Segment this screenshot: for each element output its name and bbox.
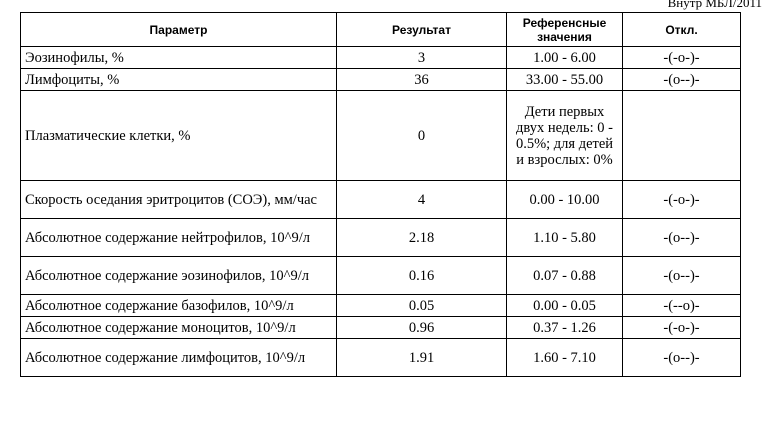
dev-cell: -(o--)- [623, 69, 741, 91]
param-cell: Эозинофилы, % [21, 47, 337, 69]
header-ref: Референсные значения [507, 13, 623, 47]
result-cell: 36 [337, 69, 507, 91]
header-param: Параметр [21, 13, 337, 47]
ref-cell: Дети первых двух недель: 0 - 0.5%; для детей и взрослых: 0% [507, 91, 623, 181]
dev-cell: -(--o)- [623, 295, 741, 317]
result-cell: 2.18 [337, 219, 507, 257]
table-row [21, 339, 741, 377]
header-dev: Откл. [623, 13, 741, 47]
table-row [21, 317, 741, 339]
table-row [21, 91, 741, 181]
corner-header-text: Внутр МБЛ/2011 [667, 0, 762, 10]
param-cell: Лимфоциты, % [21, 69, 337, 91]
result-cell: 0 [337, 91, 507, 181]
result-cell: 1.91 [337, 339, 507, 377]
header-result: Результат [337, 13, 507, 47]
result-cell: 0.05 [337, 295, 507, 317]
param-cell: Абсолютное содержание базофилов, 10^9/л [21, 295, 337, 317]
result-cell: 4 [337, 181, 507, 219]
ref-cell: 0.00 - 0.05 [507, 295, 623, 317]
ref-cell: 33.00 - 55.00 [507, 69, 623, 91]
table-row [21, 257, 741, 295]
table-row [21, 69, 741, 91]
param-cell: Скорость оседания эритроцитов (СОЭ), мм/час [21, 181, 337, 219]
ref-cell: 0.07 - 0.88 [507, 257, 623, 295]
param-cell: Плазматические клетки, % [21, 91, 337, 181]
header-row [21, 13, 741, 47]
dev-cell: -(o--)- [623, 219, 741, 257]
ref-cell: 1.00 - 6.00 [507, 47, 623, 69]
dev-cell: -(-o-)- [623, 181, 741, 219]
table-row [21, 47, 741, 69]
param-cell: Абсолютное содержание моноцитов, 10^9/л [21, 317, 337, 339]
dev-cell [623, 91, 741, 181]
ref-cell: 1.60 - 7.10 [507, 339, 623, 377]
param-cell: Абсолютное содержание лимфоцитов, 10^9/л [21, 339, 337, 377]
table-row [21, 295, 741, 317]
table-row [21, 219, 741, 257]
param-cell: Абсолютное содержание эозинофилов, 10^9/л [21, 257, 337, 295]
table-row [21, 181, 741, 219]
dev-cell: -(-o-)- [623, 317, 741, 339]
result-cell: 0.16 [337, 257, 507, 295]
dev-cell: -(-o-)- [623, 47, 741, 69]
dev-cell: -(o--)- [623, 339, 741, 377]
result-cell: 0.96 [337, 317, 507, 339]
ref-cell: 1.10 - 5.80 [507, 219, 623, 257]
ref-cell: 0.37 - 1.26 [507, 317, 623, 339]
ref-cell: 0.00 - 10.00 [507, 181, 623, 219]
results-table [20, 12, 741, 377]
param-cell: Абсолютное содержание нейтрофилов, 10^9/л [21, 219, 337, 257]
result-cell: 3 [337, 47, 507, 69]
dev-cell: -(o--)- [623, 257, 741, 295]
